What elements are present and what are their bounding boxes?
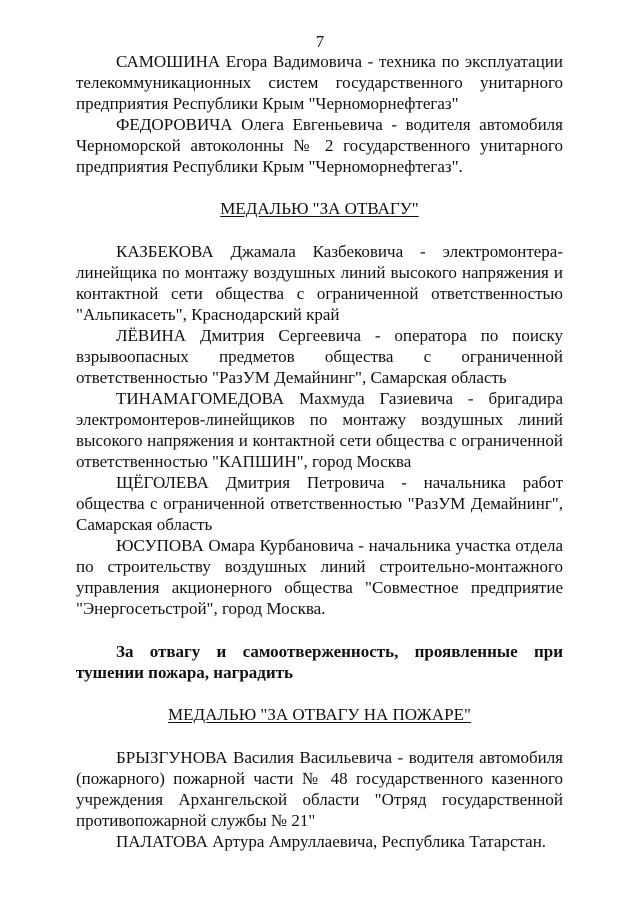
section-heading-medal-for-courage: МЕДАЛЬЮ "ЗА ОТВАГУ" bbox=[220, 199, 419, 218]
document-body bbox=[76, 51, 563, 852]
award-paragraph: КАЗБЕКОВА Джамала Казбековича - электромонтера-линейщика по монтажу воздушных линий высокого напряжения и контактной сети общества с ограниченной ответственностью "Альпикасеть", Краснодарский край bbox=[76, 242, 563, 324]
award-paragraph: БРЫЗГУНОВА Василия Васильевича - водителя автомобиля (пожарного) пожарной части № 48 государственного казенного учреждения Архангельской области "Отряд государственной противопожарной службы № 21" bbox=[76, 748, 563, 830]
award-intro-text: За отвагу и самоотверженность, проявленные при тушении пожара, наградить bbox=[76, 642, 563, 682]
page-number: 7 bbox=[315, 32, 325, 51]
section-heading-medal-for-courage-in-fire: МЕДАЛЬЮ "ЗА ОТВАГУ НА ПОЖАРЕ" bbox=[168, 705, 471, 724]
award-paragraph: ЩЁГОЛЕВА Дмитрия Петровича - начальника работ общества с ограниченной ответственностью "РазУМ Демайнинг", Самарская область bbox=[76, 473, 563, 534]
award-paragraph: САМОШИНА Егора Вадимовича - техника по эксплуатации телекоммуникационных систем государственного унитарного предприятия Республики Крым "Черноморнефтегаз" bbox=[76, 52, 563, 113]
award-paragraph: ПАЛАТОВА Артура Амруллаевича, Республика Татарстан. bbox=[116, 832, 547, 851]
award-paragraph: ФЕДОРОВИЧА Олега Евгеньевича - водителя автомобиля Черноморской автоколонны № 2 государственного унитарного предприятия Республики Крым "Черноморнефтегаз". bbox=[76, 115, 563, 176]
award-paragraph: ТИНАМАГОМЕДОВА Махмуда Газиевича - бригадира электромонтеров-линейщиков по монтажу воздушных линий высокого напряжения и контактной сети общества с ограниченной ответственностью "КАПШИН", город Москва bbox=[76, 389, 563, 471]
award-paragraph: ЛЁВИНА Дмитрия Сергеевича - оператора по поиску взрывоопасных предметов общества с ограниченной ответственностью "РазУМ Демайнинг", Самарская область bbox=[76, 326, 563, 387]
award-paragraph: ЮСУПОВА Омара Курбановича - начальника участка отдела по строительству воздушных линий строительно-монтажного управления акционерного общества "Совместное предприятие "Энергосетьстрой", город Москва. bbox=[76, 536, 563, 618]
